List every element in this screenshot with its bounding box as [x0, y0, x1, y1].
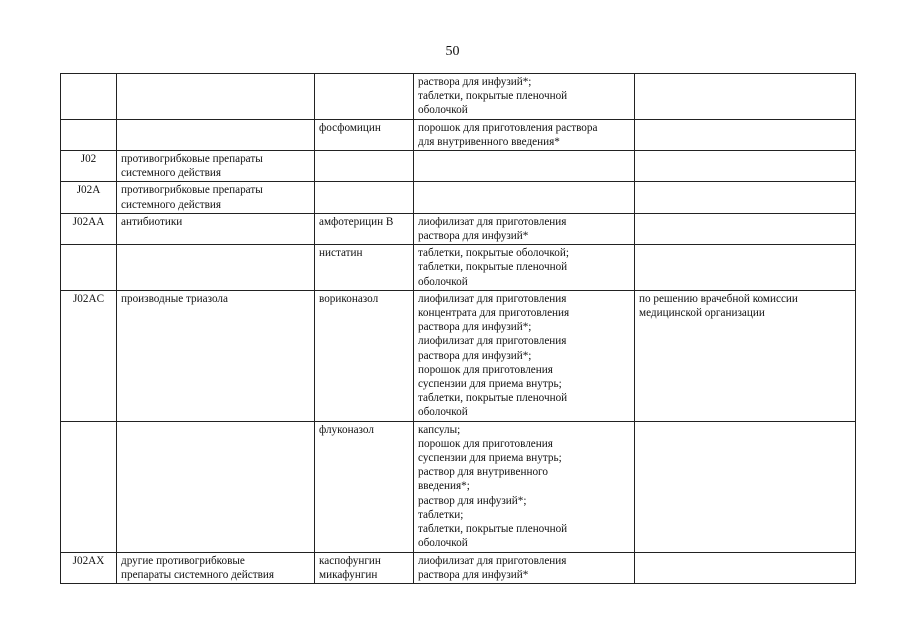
group-name-line: системного действия [121, 198, 222, 211]
group-name-cell [117, 245, 315, 291]
group-name-cell [117, 182, 315, 213]
note-line: по решению врачебной комиссии [639, 292, 798, 305]
table-row [61, 182, 856, 213]
dosage-form-line: для внутривенного введения* [418, 135, 560, 148]
atc-code-cell [61, 245, 117, 291]
dosage-form-line: лиофилизат для приготовления [418, 554, 567, 567]
atc-code-cell: J02A [61, 182, 117, 213]
dosage-form-line: суспензии для приема внутрь; [418, 378, 562, 391]
group-name-cell [117, 421, 315, 552]
drug-name-cell [315, 74, 414, 120]
dosage-form-line: таблетки, покрытые оболочкой; [418, 247, 569, 260]
dosage-form-line: лиофилизат для приготовления [418, 335, 567, 348]
dosage-form-line: таблетки; [418, 508, 464, 521]
drug-name-cell [315, 151, 414, 182]
atc-code-cell [61, 421, 117, 552]
group-name-cell [117, 151, 315, 182]
dosage-form-line: оболочкой [418, 275, 468, 288]
note-cell [635, 182, 856, 213]
dosage-form-cell [414, 245, 635, 291]
group-name-line: другие противогрибковые [121, 554, 245, 567]
dosage-form-cell [414, 151, 635, 182]
dosage-form-line: таблетки, покрытые пленочной [418, 90, 568, 103]
drug-name-line: флуконазол [319, 423, 374, 436]
dosage-form-line: концентрата для приготовления [418, 307, 570, 320]
table-row [61, 151, 856, 182]
note-cell [635, 245, 856, 291]
atc-code-cell [61, 119, 117, 150]
dosage-form-line: таблетки, покрытые пленочной [418, 523, 568, 536]
dosage-form-line: порошок для приготовления [418, 437, 553, 450]
atc-code-cell: J02AA [61, 213, 117, 244]
dosage-form-line: раствор для инфузий*; [418, 494, 527, 507]
note-cell [635, 74, 856, 120]
note-cell [635, 421, 856, 552]
table-row [61, 245, 856, 291]
dosage-form-line: раствора для инфузий* [418, 230, 529, 243]
dosage-form-cell [414, 213, 635, 244]
note-cell [635, 119, 856, 150]
dosage-form-line: капсулы; [418, 423, 461, 436]
group-name-cell [117, 119, 315, 150]
dosage-form-cell [414, 290, 635, 421]
group-name-line: системного действия [121, 167, 222, 180]
dosage-form-line: лиофилизат для приготовления [418, 215, 567, 228]
drug-list-table [60, 73, 856, 584]
dosage-form-line: таблетки, покрытые пленочной [418, 392, 568, 405]
group-name-line: противогрибковые препараты [121, 184, 263, 197]
drug-name-cell [315, 182, 414, 213]
table-row [61, 119, 856, 150]
dosage-form-line: раствора для инфузий*; [418, 321, 532, 334]
page-number: 50 [445, 44, 460, 59]
dosage-form-line: введения*; [418, 480, 470, 493]
dosage-form-line: таблетки, покрытые пленочной [418, 261, 568, 274]
table-body [61, 74, 856, 584]
dosage-form-cell [414, 119, 635, 150]
dosage-form-line: лиофилизат для приготовления [418, 292, 567, 305]
atc-code-cell: J02AX [61, 552, 117, 583]
drug-name-line: вориконазол [319, 292, 379, 305]
dosage-form-line: оболочкой [418, 104, 468, 117]
group-name-line: противогрибковые препараты [121, 153, 263, 166]
dosage-form-cell [414, 182, 635, 213]
dosage-form-line: раствор для внутривенного [418, 466, 548, 479]
note-cell [635, 213, 856, 244]
dosage-form-line: раствора для инфузий*; [418, 349, 532, 362]
dosage-form-cell [414, 421, 635, 552]
dosage-form-line: порошок для приготовления [418, 363, 553, 376]
drug-name-cell [315, 245, 414, 291]
drug-name-line: амфотерицин В [319, 215, 394, 228]
table-row [61, 421, 856, 552]
dosage-form-line: порошок для приготовления раствора [418, 121, 598, 134]
group-name-line: производные триазола [121, 292, 228, 305]
dosage-form-cell [414, 552, 635, 583]
drug-name-line: микафунгин [319, 568, 378, 581]
atc-code-cell: J02 [61, 151, 117, 182]
drug-name-line: нистатин [319, 247, 363, 260]
drug-name-cell [315, 421, 414, 552]
note-cell [635, 151, 856, 182]
note-cell [635, 290, 856, 421]
atc-code-cell: J02AC [61, 290, 117, 421]
drug-name-cell [315, 213, 414, 244]
drug-name-line: каспофунгин [319, 554, 381, 567]
note-cell [635, 552, 856, 583]
table-row [61, 213, 856, 244]
group-name-line: препараты системного действия [121, 568, 275, 581]
table-row [61, 552, 856, 583]
group-name-cell [117, 290, 315, 421]
table-row [61, 74, 856, 120]
dosage-form-line: раствора для инфузий* [418, 568, 529, 581]
dosage-form-cell [414, 74, 635, 120]
dosage-form-line: оболочкой [418, 537, 468, 550]
drug-name-cell [315, 552, 414, 583]
drug-name-cell [315, 119, 414, 150]
group-name-cell [117, 213, 315, 244]
group-name-line: антибиотики [121, 215, 183, 228]
group-name-cell [117, 552, 315, 583]
atc-code-cell [61, 74, 117, 120]
group-name-cell [117, 74, 315, 120]
note-line: медицинской организации [639, 307, 765, 320]
table-row [61, 290, 856, 421]
drug-name-line: фосфомицин [319, 121, 381, 134]
drug-name-cell [315, 290, 414, 421]
dosage-form-line: оболочкой [418, 406, 468, 419]
dosage-form-line: суспензии для приема внутрь; [418, 452, 562, 465]
dosage-form-line: раствора для инфузий*; [418, 76, 532, 88]
